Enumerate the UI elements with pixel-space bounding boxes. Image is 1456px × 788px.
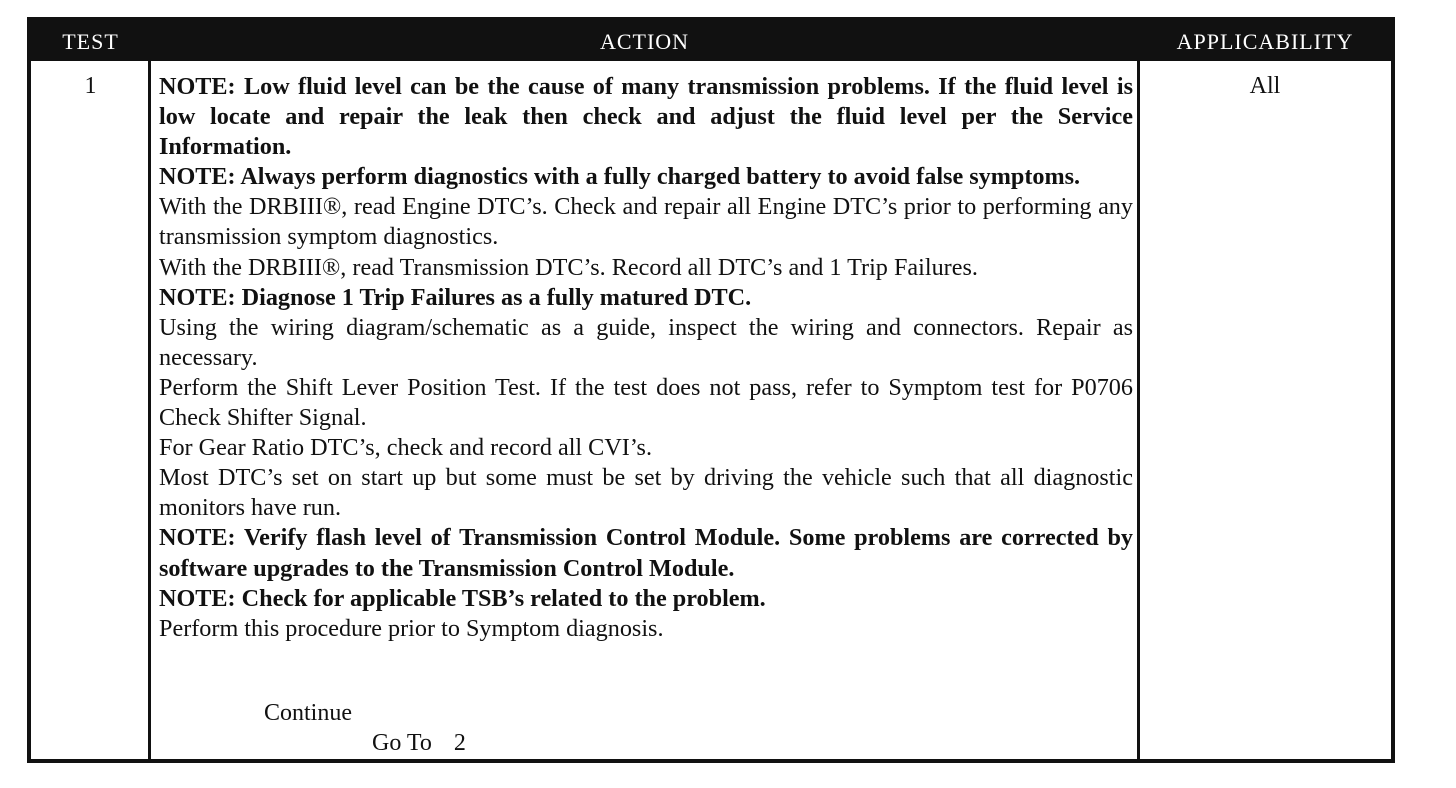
header-test: TEST — [62, 29, 119, 54]
action-cell — [159, 72, 1133, 644]
action-paragraph: Using the wiring diagram/schematic as a guide, inspect the wiring and connectors. Repair as necessary. — [159, 313, 1133, 371]
table-header — [31, 21, 1391, 61]
action-paragraph: NOTE: Low fluid level can be the cause of many transmission problems. If the fluid level is low locate and repair the leak then check and adjust the fluid level per the Service Information. — [159, 73, 1133, 161]
action-paragraph: Perform the Shift Lever Position Test. If the test does not pass, refer to Symptom test for P0706 Check Shifter Signal. — [159, 373, 1133, 432]
header-action: ACTION — [599, 29, 690, 54]
result-continue: Continue — [264, 700, 352, 726]
diagnostic-table — [27, 17, 1395, 763]
action-paragraph: NOTE: Verify flash level of Transmission Control Module. Some problems are corrected by software upgrades to the Transmission Control Module. — [159, 524, 1133, 582]
action-paragraph: NOTE: Check for applicable TSB’s related to the problem. — [159, 584, 766, 612]
goto-target: 2 — [453, 730, 466, 756]
action-paragraph: NOTE: Diagnose 1 Trip Failures as a fully matured DTC. — [159, 283, 752, 311]
action-paragraph: With the DRBIII®, read Transmission DTC’s. Record all DTC’s and 1 Trip Failures. — [159, 253, 978, 281]
action-paragraph: NOTE: Always perform diagnostics with a fully charged battery to avoid false symptoms. — [159, 163, 1081, 191]
action-paragraph: With the DRBIII®, read Engine DTC’s. Check and repair all Engine DTC’s prior to performing any transmission symptom diagnostics. — [159, 193, 1133, 251]
test-number: 1 — [84, 73, 97, 99]
table-row — [31, 61, 1391, 759]
action-paragraph: Most DTC’s set on start up but some must be set by driving the vehicle such that all diagnostic monitors have run. — [159, 464, 1133, 522]
goto-label: Go To — [372, 730, 432, 756]
header-applicability: APPLICABILITY — [1176, 29, 1354, 54]
action-paragraph: Perform this procedure prior to Symptom diagnosis. — [159, 614, 664, 642]
applicability-value: All — [1249, 73, 1281, 99]
goto-instruction — [372, 730, 466, 757]
action-paragraph: For Gear Ratio DTC’s, check and record all CVI’s. — [159, 434, 653, 462]
